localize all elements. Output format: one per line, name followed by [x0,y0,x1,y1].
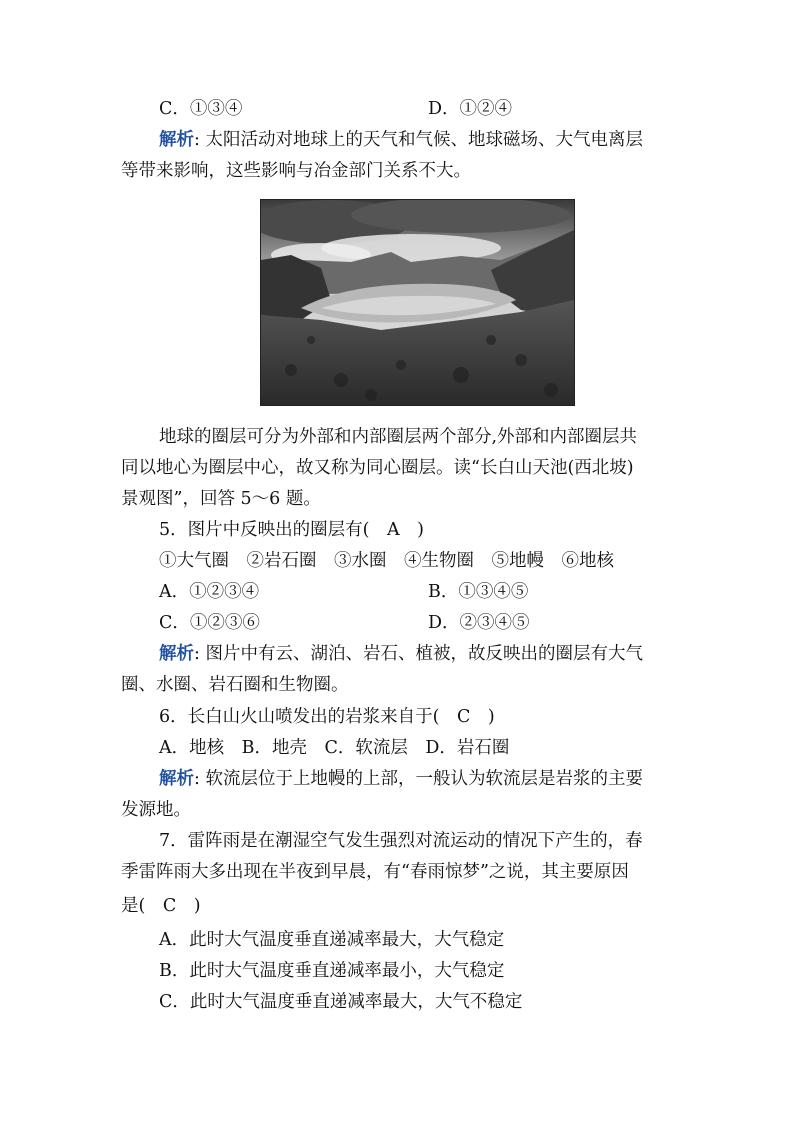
question-7-stem-line2: 季雷阵雨大多出现在半夜到早晨，有“春雨惊梦”之说，其主要原因 [121,862,629,882]
question-6-options: A．地核 B．地壳 C．软流层 D．岩石圈 [159,738,510,758]
option-c-prev: C．①③④ [159,99,243,119]
question-7-option-b: B．此时大气温度垂直递减率最小，大气稳定 [159,961,505,981]
question-5-stem: 5．图片中反映出的圈层有( A ) [159,520,424,540]
intro-line3: 景观图”，回答 5～6 题。 [121,489,321,509]
question-5-analysis-line1: 解析: 图片中有云、湖泊、岩石、植被，故反映出的圈层有大气 [159,644,643,664]
intro-line1: 地球的圈层可分为外部和内部圈层两个部分,外部和内部圈层共 [159,427,638,447]
intro-line2: 同以地心为圈层中心，故又称为同心圈层。读“长白山天池(西北坡) [121,458,634,478]
option-d-prev: D．①②④ [428,99,513,119]
question-5-option-c: C．①②③⑥ [159,613,260,633]
question-6-stem: 6．长白山火山喷发出的岩浆来自于( C ) [159,707,495,727]
question-5-analysis-line2: 圈、水圈、岩石圈和生物圈。 [121,675,349,695]
question-5-choices: ①大气圈 ②岩石圈 ③水圈 ④生物圈 ⑤地幔 ⑥地核 [159,551,614,571]
question-6-analysis-line2: 发源地。 [121,800,191,820]
analysis-label: 解析 [159,130,194,150]
question-5-option-b: B．①③④⑤ [428,582,529,602]
question-5-option-a: A．①②③④ [159,582,260,602]
tianchi-landscape-photo [260,199,575,406]
question-6-analysis-line1: 解析: 软流层位于上地幔的上部，一般认为软流层是岩浆的主要 [159,769,643,789]
question-7-stem-line1: 7．雷阵雨是在潮湿空气发生强烈对流运动的情况下产生的，春 [159,831,643,851]
question-7-option-c: C．此时大气温度垂直递减率最大，大气不稳定 [159,992,523,1012]
question-5-option-d: D．②③④⑤ [428,613,530,633]
analysis-4-line1: 解析: 太阳活动对地球上的天气和气候、地球磁场、大气电离层 [159,130,643,150]
analysis-4-line2: 等带来影响，这些影响与冶金部门关系不大。 [121,161,471,181]
question-7-stem-line3: 是( C ) [121,896,201,916]
question-7-option-a: A．此时大气温度垂直递减率最大，大气稳定 [159,930,505,950]
